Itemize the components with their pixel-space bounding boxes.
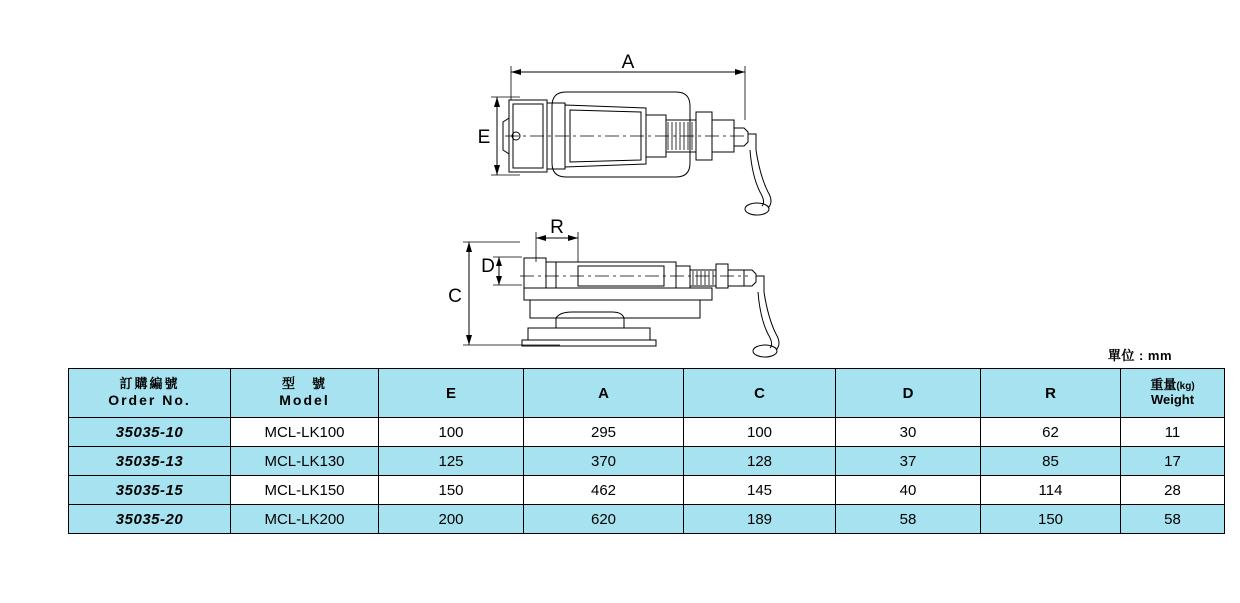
cell-order-no: 35035-10 xyxy=(69,418,231,447)
front-view-drawing xyxy=(463,232,779,357)
dimension-d xyxy=(493,257,522,285)
cell-r: 85 xyxy=(981,447,1121,476)
header-model xyxy=(231,369,379,418)
cell-a: 370 xyxy=(524,447,684,476)
cell-e: 200 xyxy=(379,505,524,534)
cell-r: 150 xyxy=(981,505,1121,534)
cell-weight: 17 xyxy=(1121,447,1225,476)
header-weight xyxy=(1121,369,1225,418)
cell-order-no: 35035-15 xyxy=(69,476,231,505)
table-row xyxy=(69,505,1225,534)
header-weight-en: Weight xyxy=(1150,392,1195,407)
table-header-row xyxy=(69,369,1225,418)
cell-weight: 11 xyxy=(1121,418,1225,447)
header-model-cn: 型 號 xyxy=(281,376,327,392)
cell-d: 30 xyxy=(836,418,981,447)
header-order-no xyxy=(69,369,231,418)
cell-e: 150 xyxy=(379,476,524,505)
table-row xyxy=(69,447,1225,476)
cell-a: 462 xyxy=(524,476,684,505)
table-body xyxy=(69,418,1225,534)
header-weight-cn xyxy=(1121,378,1224,393)
header-r: R xyxy=(981,369,1121,418)
cell-c: 189 xyxy=(684,505,836,534)
cell-d: 58 xyxy=(836,505,981,534)
cell-c: 100 xyxy=(684,418,836,447)
specification-table xyxy=(68,368,1225,534)
unit-note: 單位 : mm xyxy=(1107,348,1172,363)
header-c: C xyxy=(684,369,836,418)
header-e: E xyxy=(379,369,524,418)
cell-order-no: 35035-20 xyxy=(69,505,231,534)
cell-e: 125 xyxy=(379,447,524,476)
header-d: D xyxy=(836,369,981,418)
cell-d: 37 xyxy=(836,447,981,476)
cell-c: 145 xyxy=(684,476,836,505)
label-a: A xyxy=(621,52,635,73)
cell-r: 114 xyxy=(981,476,1121,505)
cell-a: 295 xyxy=(524,418,684,447)
cell-model: MCL-LK150 xyxy=(231,476,379,505)
label-r: R xyxy=(550,217,564,238)
cell-d: 40 xyxy=(836,476,981,505)
dimension-c xyxy=(463,242,560,345)
header-weight-unit: (kg) xyxy=(1176,381,1195,393)
cell-model: MCL-LK200 xyxy=(231,505,379,534)
cell-c: 128 xyxy=(684,447,836,476)
cell-model: MCL-LK130 xyxy=(231,447,379,476)
header-weight-cn-text: 重量 xyxy=(1150,377,1177,393)
table-row xyxy=(69,476,1225,505)
header-a: A xyxy=(524,369,684,418)
table-row xyxy=(69,418,1225,447)
header-order-no-en: Order No. xyxy=(108,392,191,409)
cell-e: 100 xyxy=(379,418,524,447)
cell-weight: 58 xyxy=(1121,505,1225,534)
label-e: E xyxy=(477,127,491,148)
header-model-en: Model xyxy=(279,392,330,409)
top-view-drawing xyxy=(491,66,771,215)
cell-r: 62 xyxy=(981,418,1121,447)
label-d: D xyxy=(481,256,495,277)
cell-a: 620 xyxy=(524,505,684,534)
header-order-no-cn: 訂購編號 xyxy=(119,376,180,392)
label-c: C xyxy=(448,286,462,307)
specification-table-container xyxy=(68,368,1195,534)
cell-order-no: 35035-13 xyxy=(69,447,231,476)
cell-weight: 28 xyxy=(1121,476,1225,505)
cell-model: MCL-LK100 xyxy=(231,418,379,447)
